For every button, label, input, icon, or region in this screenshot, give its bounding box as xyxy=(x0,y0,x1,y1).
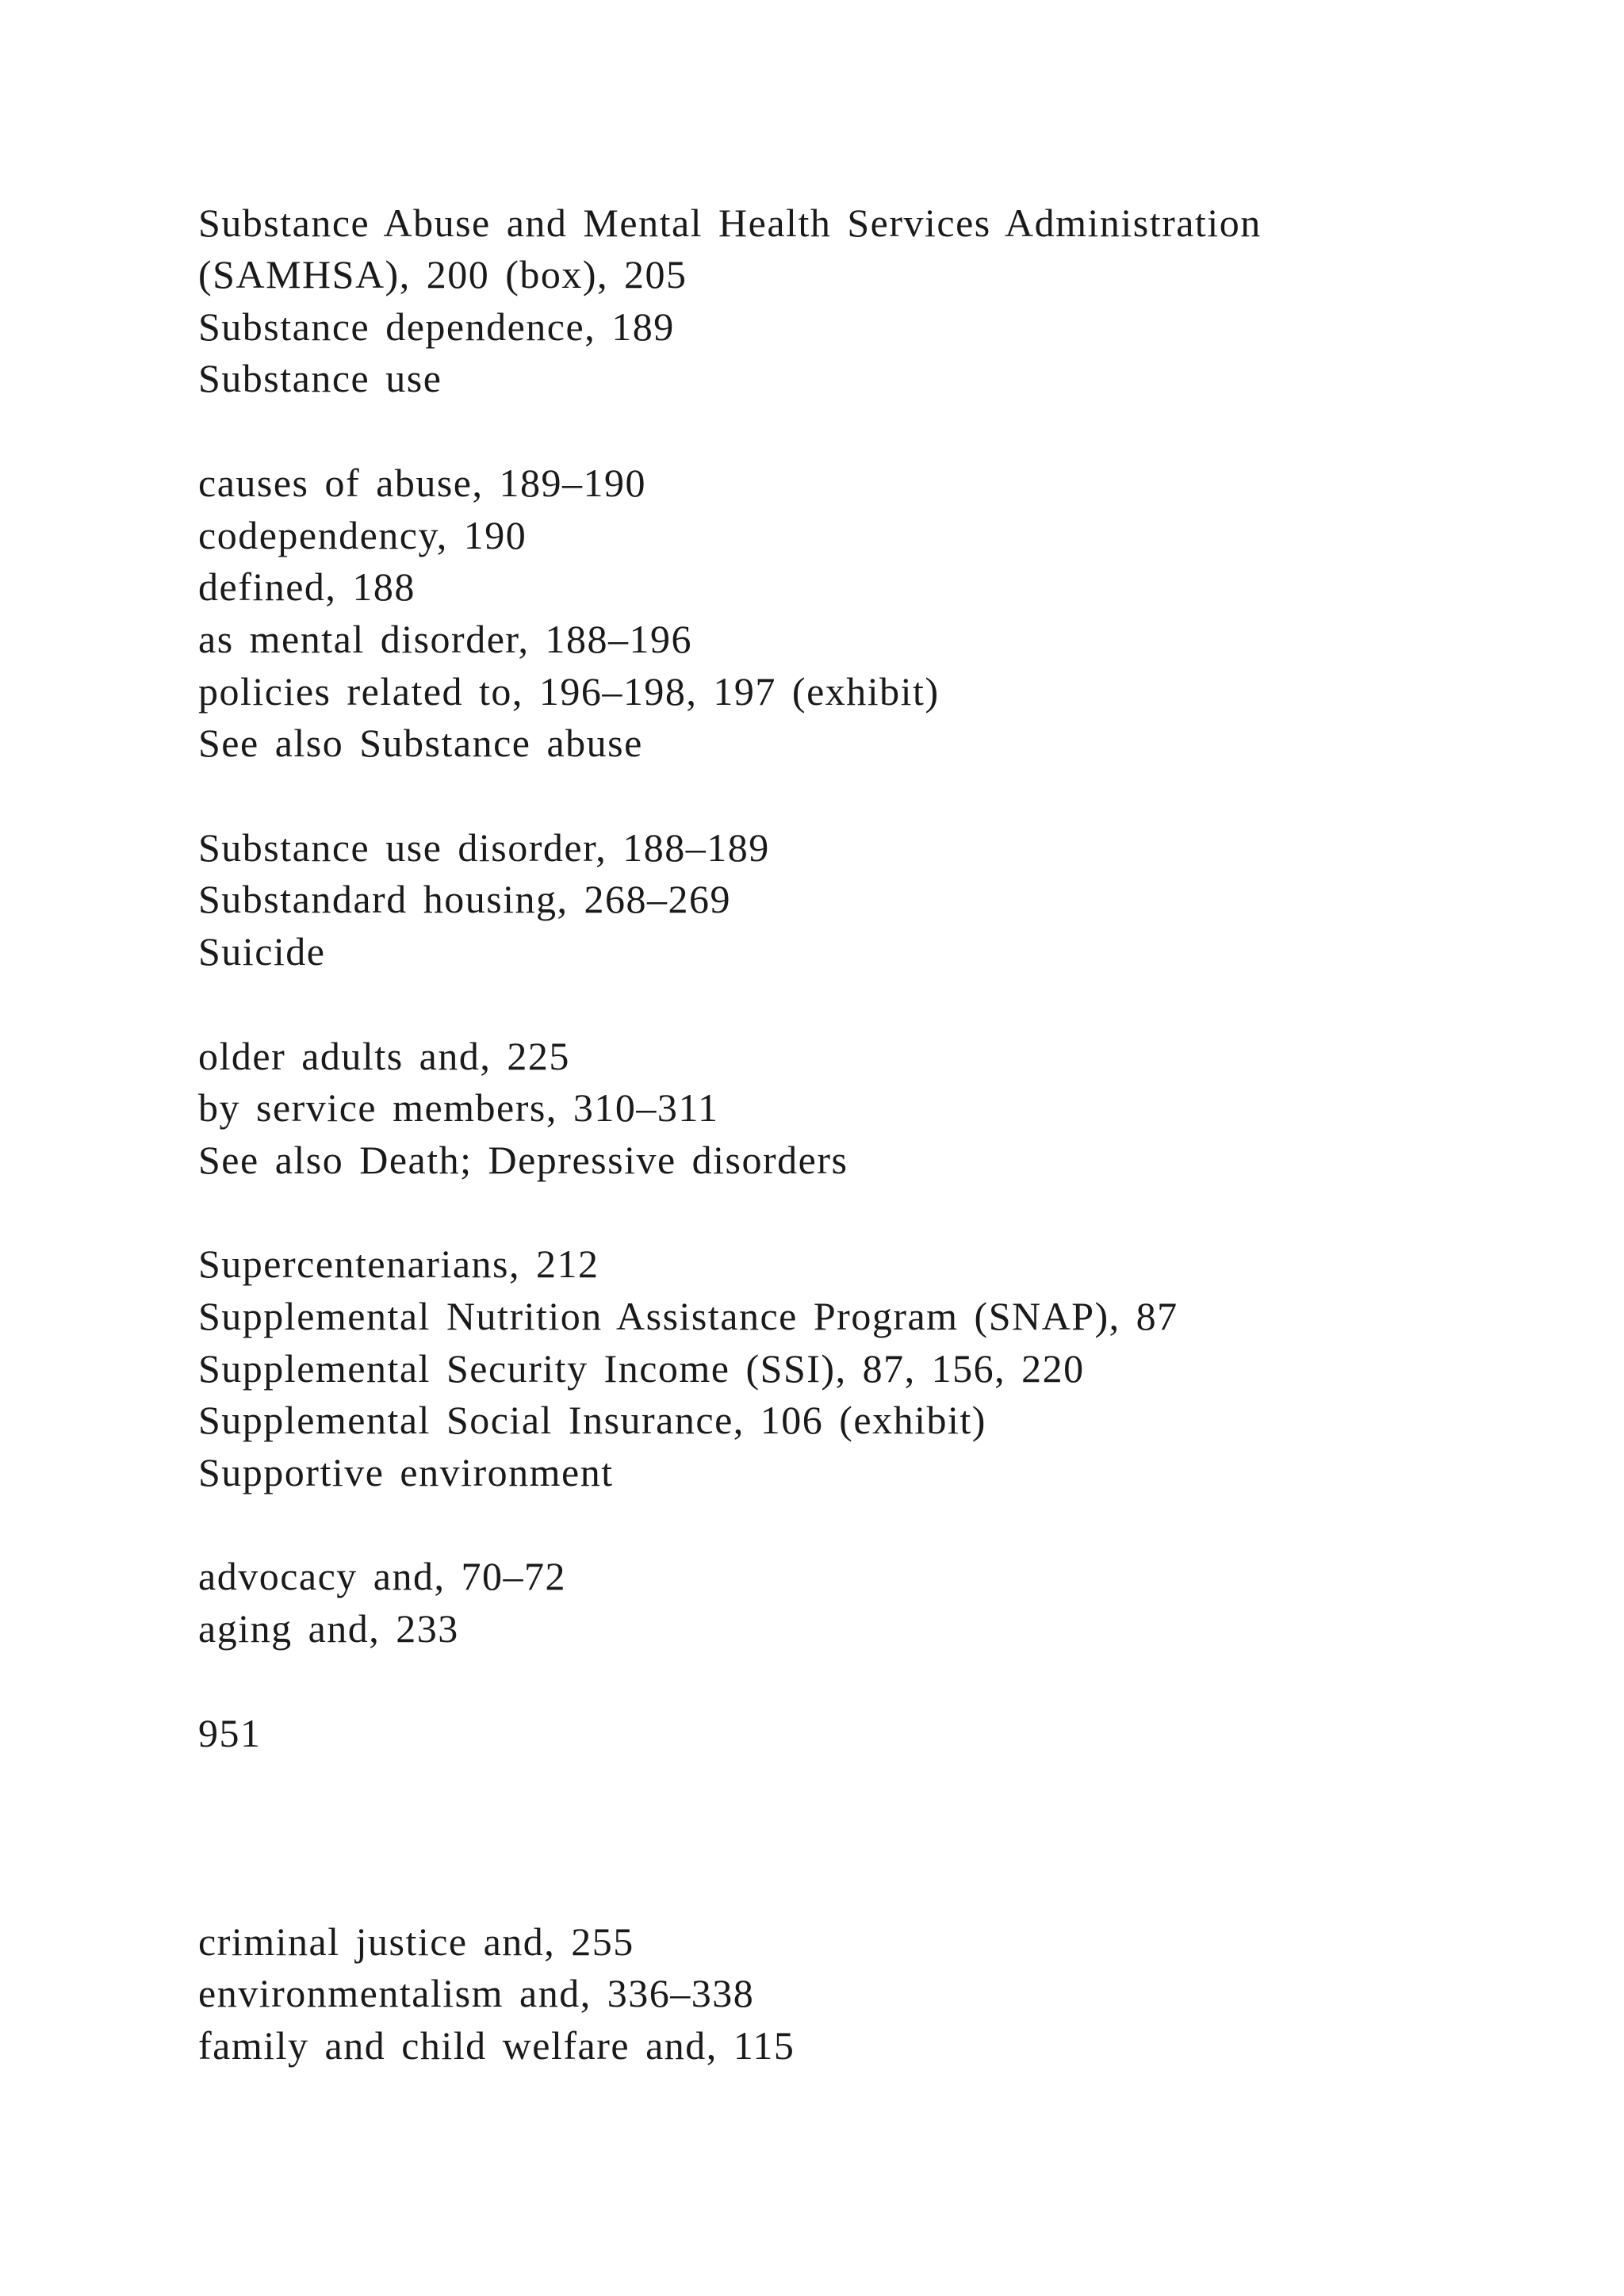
index-entry: Substance dependence, 189 xyxy=(198,304,675,349)
index-subentry: defined, 188 xyxy=(198,564,416,609)
index-cross-reference: See also Substance abuse xyxy=(198,721,643,765)
index-cross-reference: See also Death; Depressive disorders xyxy=(198,1138,848,1182)
index-subentry: older adults and, 225 xyxy=(198,1034,570,1078)
index-entry: Supplemental Nutrition Assistance Program (SNAP), 87 xyxy=(198,1294,1178,1338)
index-subentry: criminal justice and, 255 xyxy=(198,1919,634,1964)
index-entry: Substance Abuse and Mental Health Services Administration xyxy=(198,201,1262,245)
index-subentry: as mental disorder, 188–196 xyxy=(198,617,693,661)
page-number: 951 xyxy=(198,1711,262,1755)
index-subentry: aging and, 233 xyxy=(198,1606,459,1651)
index-subentry: policies related to, 196–198, 197 (exhibit) xyxy=(198,669,940,714)
index-subentry: environmentalism and, 336–338 xyxy=(198,1971,755,2015)
index-entry: Substance use xyxy=(198,356,442,400)
index-entry: Supplemental Security Income (SSI), 87, 156, 220 xyxy=(198,1346,1085,1391)
index-subentry: family and child welfare and, 115 xyxy=(198,2023,795,2068)
index-subentry: advocacy and, 70–72 xyxy=(198,1554,566,1598)
index-subentry: codependency, 190 xyxy=(198,513,527,557)
index-subentry: by service members, 310–311 xyxy=(198,1085,719,1130)
index-entry: Supercentenarians, 212 xyxy=(198,1242,599,1286)
index-subentry: causes of abuse, 189–190 xyxy=(198,461,646,505)
index-entry: Supplemental Social Insurance, 106 (exhibit) xyxy=(198,1398,986,1442)
index-entry: Suicide xyxy=(198,929,326,974)
index-entry: Substandard housing, 268–269 xyxy=(198,877,732,921)
index-entry: Supportive environment xyxy=(198,1450,614,1494)
index-entry: Substance use disorder, 188–189 xyxy=(198,825,770,870)
index-entry: (SAMHSA), 200 (box), 205 xyxy=(198,252,688,297)
